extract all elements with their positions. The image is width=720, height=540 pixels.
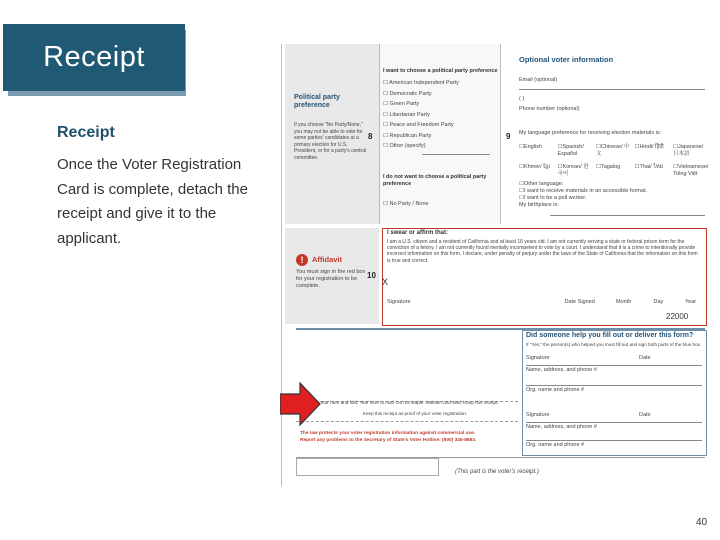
tear-line-bottom: [296, 421, 518, 422]
party-label: Republican Party: [389, 132, 432, 139]
day-label: Day: [653, 299, 664, 305]
affidavit-note: You must sign in the red box for your registration to be complete.: [296, 269, 366, 289]
language-option[interactable]: ☐Thai/ ไทย: [634, 164, 663, 170]
helper1-signature-label: Signature: [526, 355, 550, 361]
party-label: Other (specify): [389, 143, 426, 149]
helper1-name-line[interactable]: [526, 385, 702, 386]
party-option[interactable]: ☐ Peace and Freedom Party: [383, 122, 454, 128]
helper1-name-label: Name, address, and phone #: [526, 367, 597, 373]
party-label: Peace and Freedom Party: [389, 122, 454, 128]
no-party-heading: I do not want to choose a political party preference: [383, 174, 487, 187]
helper2-name-label: Name, address, and phone #: [526, 424, 597, 430]
other-party-line: [422, 154, 490, 155]
alert-icon: !: [296, 254, 308, 266]
receipt-note: Keep this receipt as proof of your voter registration.: [362, 411, 468, 416]
language-label: Spanish/ Español: [557, 144, 584, 157]
language-option[interactable]: ☐Korean/ 한국어: [557, 164, 589, 177]
section-8-number: 8: [368, 132, 373, 141]
language-label: English: [523, 144, 542, 150]
party-label: American Independent Party: [389, 80, 459, 86]
language-option[interactable]: ☐Khmer/ ខ្មែរ: [519, 164, 551, 170]
language-label: Korean/ 한국어: [557, 164, 589, 177]
email-label: Email (optional): [519, 77, 558, 83]
other-language-label: Other language:: [523, 181, 564, 187]
accessible-format-option[interactable]: ☐I want to receive materials in an accessible format.: [519, 188, 648, 194]
accessible-format-label: I want to receive materials in an accessible format.: [523, 188, 648, 194]
signature-field-label: Signature: [387, 299, 411, 305]
receipt-number-box: [296, 458, 439, 476]
affirm-text: I am a U.S. citizen and a resident of California and at least 16 years old. I am not currently serving a state or federal prison term for the conviction of a felony. I am not currently found mentally incompetent to vote by a court. I understand that it is a crime to intentionally provide incorrect information on this form. I declare, under penalty of perjury under the laws of the State of California that the information on this form is true and correct.: [387, 239, 698, 264]
helper1-signature-line[interactable]: [526, 365, 702, 366]
language-label: Vietnamese/ Tiếng Việt: [673, 164, 709, 177]
extra-options: [519, 181, 705, 209]
party-option[interactable]: ☐ Green Party: [383, 101, 420, 107]
choose-party-heading: I want to choose a political party preference: [383, 68, 498, 74]
tear-instructions: Tear here and fold. Tear here to mail. Do not staple. Moisten and seal. Keep this receipt.: [320, 400, 499, 405]
language-option[interactable]: ☐Japanese/ 日本語: [673, 144, 704, 157]
year-label: Year: [685, 299, 697, 305]
party-label: Libertarian Party: [389, 111, 430, 118]
language-label: Thai/ ไทย: [639, 164, 663, 170]
voter-receipt-label: (This part is the voter's receipt.): [455, 469, 539, 475]
date-signed-label: Date Signed: [564, 299, 595, 305]
affirm-heading: I swear or affirm that:: [387, 230, 449, 236]
help-note: If "Yes," the person(s) who helped you must fill out and sign both parts of the blue box.: [526, 342, 702, 347]
language-label: Hindi/ हिंदी: [639, 144, 664, 150]
language-option[interactable]: ☐Spanish/ Español: [557, 144, 584, 157]
language-option[interactable]: ☐Vietnamese/ Tiếng Việt: [673, 164, 709, 177]
language-row-2: [519, 164, 709, 178]
affidavit-title: Affidavit: [312, 255, 342, 264]
party-option[interactable]: ☐ Other (specify): [383, 143, 426, 149]
optional-info-heading: Optional voter information: [519, 55, 614, 64]
language-option[interactable]: ☐Hindi/ हिंदी: [634, 144, 664, 150]
birthplace-label: My birthplace is:: [519, 202, 559, 208]
slide-title: Receipt: [43, 41, 145, 73]
language-label: My language preference for receiving election materials is:: [519, 130, 662, 136]
email-line[interactable]: [519, 89, 705, 90]
receipt-instructions: Once the Voter Registration Card is complete, detach the receipt and give it to the applicant.: [57, 156, 248, 247]
language-label: Tagalog: [600, 164, 621, 170]
page-number: 40: [696, 517, 708, 528]
helper2-name-line[interactable]: [526, 440, 702, 441]
slide-title-box: [3, 24, 185, 91]
party-option[interactable]: ☐ American Independent Party: [383, 80, 459, 86]
birthplace-line[interactable]: [550, 215, 705, 216]
language-label: Khmer/ ខ្មែរ: [523, 164, 551, 170]
language-option[interactable]: ☐English: [519, 144, 542, 150]
language-option[interactable]: ☐Tagalog: [596, 164, 621, 170]
party-label: Green Party: [389, 101, 420, 107]
other-language-option[interactable]: ☐Other language:: [519, 181, 564, 187]
section-10-number: 10: [367, 271, 376, 280]
signature-fields: [387, 299, 705, 306]
receipt-subheading: Receipt: [57, 124, 115, 141]
language-row-1: [519, 144, 709, 158]
phone-paren: ( ): [519, 96, 525, 102]
phone-label: Phone number (optional): [519, 106, 580, 112]
party-option[interactable]: ☐ Democratic Party: [383, 90, 432, 97]
section-9-number: 9: [506, 132, 511, 141]
helper1-date-label: Date: [639, 355, 651, 361]
helper2-org-label: Org. name and phone #: [526, 442, 585, 448]
poll-worker-option[interactable]: ☐I want to be a poll worker.: [519, 195, 587, 201]
helper2-signature-line[interactable]: [526, 422, 702, 423]
red-arrow-icon: [280, 381, 322, 427]
helper1-org-label: Org. name and phone #: [526, 387, 585, 393]
party-option[interactable]: ☐ Libertarian Party: [383, 111, 430, 118]
voter-registration-form: [281, 44, 712, 486]
language-option[interactable]: ☐Chinese/ 中文: [596, 144, 630, 157]
poll-worker-label: I want to be a poll worker.: [523, 195, 587, 201]
helper2-date-label: Date: [639, 412, 651, 418]
month-label: Month: [616, 299, 632, 305]
receipt-red-line-1: The law protects your voter registration information against commercial use.: [300, 431, 476, 436]
form-stamp-number: 22000: [666, 312, 689, 321]
party-option[interactable]: ☐ Republican Party: [383, 132, 432, 139]
helper2-signature-label: Signature: [526, 412, 550, 418]
party-note: If you choose "No Party/None," you may not be able to vote for some parties' candidates at a primary election for U.S. President, or for a party's central committee.: [294, 122, 367, 161]
party-list: [383, 80, 459, 154]
language-label: Japanese/ 日本語: [673, 144, 704, 157]
language-label: Chinese/ 中文: [596, 144, 630, 157]
party-label: Democratic Party: [389, 90, 432, 97]
signature-x-mark: X: [382, 277, 389, 287]
party-heading: Political party preference: [294, 94, 340, 109]
no-party-label: No Party / None: [389, 201, 429, 207]
receipt-red-line-2: Report any problems to the Secretary of State's Voter Hotline: (800) 345-8683.: [300, 438, 477, 443]
help-heading: Did someone help you fill out or deliver this form?: [526, 332, 694, 339]
no-party-option[interactable]: ☐ No Party / None: [383, 201, 429, 207]
